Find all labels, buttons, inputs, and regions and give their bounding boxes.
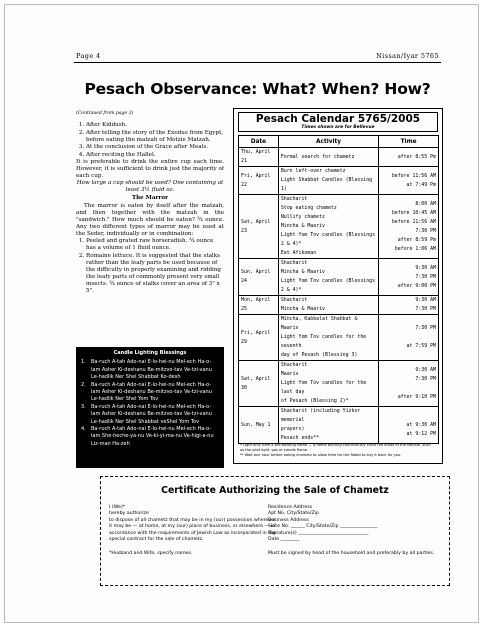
activity-cell <box>278 259 378 296</box>
time-cell <box>379 407 439 444</box>
time-line: before 11:56 AM <box>391 218 436 225</box>
paragraph: The marror is eaten by itself after the matzah, and then together with the matzah in the "sandwich." How much should be eaten? ¾ ounce. Any two different types of marror may be used at the Seder, individually or in combination: <box>76 203 224 237</box>
blessing: 2. Ba-ruch A-tah Ado-nai E-lo-hei-nu Mel-ech Ha-o-lam Asher Ki-deshanu Be-mitzvo-tav Ve-tzi-vanu Le-hadlik Ner Shel Yom Tov <box>81 382 219 404</box>
time-line <box>381 412 436 421</box>
certificate-title: Certificate Authorizing the Sale of Chametz <box>161 485 389 496</box>
activity-line: Eat Afikoman <box>280 250 317 256</box>
page-number: Page 4 <box>76 52 101 60</box>
activity-line: Light Yom Tov candles (Blessings 2 & 4)* <box>280 232 376 247</box>
pesach-calendar <box>233 108 443 464</box>
calendar-notes <box>240 443 436 458</box>
cert-footnote: *Husband and Wife, specify names. <box>109 551 193 557</box>
time-cell <box>379 259 439 296</box>
paragraph: It is preferable to drink the entire cup each time. However, it is sufficient to drink just the majority of each cup. <box>76 159 224 179</box>
calendar-title-box <box>238 112 438 132</box>
table-row <box>239 296 439 315</box>
activity-line: Light Yom Tov candles for the seventh <box>280 334 367 349</box>
cert-line: Date ________ <box>268 537 300 543</box>
list-item: 2. Romaine lettuce. It is suggested that the stalks rather than the leafy parts be used because of the difficulty in properly examining and ridding the leafy parts of commonly present very small insects. ¾ ounce of stalks cover an area of 3" x 5". <box>86 253 224 295</box>
time-line: at 7:49 Pm <box>406 181 436 188</box>
activity-line: Shacharit <box>280 362 308 368</box>
cert-line: Apt No. City/State/Zip <box>268 511 320 517</box>
table-row <box>239 167 439 195</box>
time-line: before 10:45 AM <box>391 209 436 216</box>
activity-line: Mincha & Maariv <box>280 223 325 229</box>
table-row <box>239 315 439 361</box>
question-text: How large a cup should be used? <box>76 180 171 186</box>
list-item: 1. After Kiddush. <box>86 122 224 129</box>
issue-date: Nissan/Iyar 5765 <box>376 52 439 60</box>
activity-line: Maariv <box>280 371 299 377</box>
cups-list <box>86 122 224 159</box>
time-line: 7:30 PM <box>415 375 436 382</box>
page-title: Pesach Observance: What? When? How? <box>84 80 431 98</box>
activity-line: Shacharit <box>280 297 308 303</box>
time-cell <box>379 195 439 259</box>
date-cell: Sun, April 24 <box>239 259 279 296</box>
time-line: before 11:56 AM <box>391 172 436 179</box>
activity-line: Light Yom Tov candles for the last day <box>280 380 367 395</box>
activity-line: Mincha & Maariv <box>280 269 325 275</box>
header-rule <box>74 62 441 63</box>
date-cell: Fri, April 29 <box>239 315 279 361</box>
date-cell: Sun, May 1 <box>239 407 279 444</box>
activity-line: Formal search for chametz <box>280 153 355 160</box>
time-cell <box>379 296 439 315</box>
column-header: Time <box>379 136 439 148</box>
cert-line: Business Address <box>268 517 309 523</box>
date-cell: Fri, April 22 <box>239 167 279 195</box>
footnote: * Light only from a pre-existing flame — a flame burning continuously since the onset of the festival, such as the pilot light, gas or candle flame. <box>240 443 431 452</box>
section-heading: The Marror <box>131 195 169 201</box>
time-line: before 1:06 AM <box>394 245 436 252</box>
activity-line: Stop eating chametz <box>280 205 337 211</box>
blessing: 1. Ba-ruch A-tah Ado-nai E-lo-hei-nu Mel-ech Ha-o-lam Asher Ki-deshanu Be-mitzvo-tav Ve-tzi-vanu Le-hadlik Ner Shel Shabbat Ko-desh <box>81 359 219 381</box>
activity-cell <box>278 195 378 259</box>
calendar-title: Pesach Calendar 5765/2005 <box>255 113 421 125</box>
activity-line: Shacharit <box>280 260 308 266</box>
time-line: after 8:59 Pm <box>397 236 436 243</box>
activity-cell <box>278 148 378 167</box>
time-line: 7:30 PM <box>415 325 436 331</box>
column-header: Activity <box>278 136 378 148</box>
activity-line: of Pesach (Blessing 2)* <box>280 398 349 404</box>
time-line: after 8:55 Pm <box>397 153 436 160</box>
date-cell: Mon, April 25 <box>239 296 279 315</box>
list-item: 3. At the conclusion of the Grace after Meals. <box>86 144 224 151</box>
cert-line: Suite No. ______ City/State/Zip ________________ <box>268 524 378 530</box>
continued-note: (Continued from page 3) <box>76 111 134 116</box>
candle-title: Candle Lighting Blessings <box>113 350 187 356</box>
certificate-left <box>109 505 279 558</box>
activity-line: Light Shabbat Candles (Blessing 1) <box>280 177 373 192</box>
time-line <box>381 384 436 393</box>
cert-line: hereby authorize <box>109 511 149 517</box>
question <box>76 180 224 194</box>
activity-line: Burn left-over chametz <box>280 168 346 174</box>
table-row <box>239 148 439 167</box>
date-cell: Sat, April 30 <box>239 361 279 407</box>
blessing-text: Ba-ruch A-tah Ado-nai E-lo-hei-nu Mel-ech Ha-o-lam Asher Ki-deshanu Be-mitzvo-tav Ve-tzi-vanu Le-hadlik Ner Shel Shabbat veShel Yom Tov <box>91 403 212 425</box>
marror-list <box>86 238 224 295</box>
blessing-text: Ba-ruch A-tah Ado-nai E-lo-hei-nu Mel-ech Ha-o-lam Asher Ki-deshanu Be-mitzvo-tav Ve-tzi-vanu Le-hadlik Ner Shel Shabbat Ko-desh <box>91 359 212 381</box>
candle-blessings-box <box>76 347 224 468</box>
date-cell: Thu, April 21 <box>239 148 279 167</box>
date-cell: Sat, April 23 <box>239 195 279 259</box>
sale-certificate <box>100 476 450 586</box>
time-cell <box>379 167 439 195</box>
activity-cell <box>278 361 378 407</box>
list-item: 1. Peeled and grated raw horseradish. ¾ ounce has a volume of 1 fluid ounce. <box>86 238 224 252</box>
blessing-text: Ba-ruch A-tah Ado-nai E-lo-hei-nu Mel-ech Ha-o-lam She-heche-ya-nu Ve-ki-yi-ma-nu Ve-higi-a-nu Liz-man Ha-zeh <box>91 426 214 447</box>
time-line: at 7:59 PM <box>406 343 436 349</box>
activity-line: Light Yom Tov candles (Blessings 2 & 4)* <box>280 278 376 293</box>
activity-line: Mincha, Kabbalat Shabbat & Maariv <box>280 316 358 331</box>
activity-line: Shacharit (including Yizkor memorial <box>280 408 361 423</box>
cert-line: I (We)* <box>109 505 126 510</box>
blessing-text: Ba-ruch A-tah Ado-nai E-lo-hei-nu Mel-ech Ha-o-lam Asher Ki-deshanu Be-mitzvo-tav Ve-tzi-vanu Le-hadlik Ner Shel Yom Tov <box>91 381 212 403</box>
time-line: after 9:00 PM <box>397 282 436 289</box>
time-line: at 9:30 AM <box>406 421 436 428</box>
time-cell <box>379 148 439 167</box>
time-line: 9:30 AM <box>415 264 436 271</box>
activity-line: prayers) <box>280 426 305 432</box>
time-line: 7:30 PM <box>415 227 436 234</box>
activity-line: Mincha & Maariv <box>280 306 325 312</box>
activity-cell <box>278 296 378 315</box>
activity-cell <box>278 167 378 195</box>
activity-cell <box>278 315 378 361</box>
activity-line: Shacharit <box>280 196 308 202</box>
footnote: ** Wait one hour before eating chametz to allow time for the Rabbi to buy it back for you. <box>240 453 402 457</box>
cert-footnote: Must be signed by head of the household and preferably by all parties. <box>268 551 435 557</box>
certificate-right <box>268 505 444 558</box>
time-cell <box>379 361 439 407</box>
activity-line: Nullify chametz <box>280 214 325 220</box>
activity-line: day of Pesach (Blessing 3) <box>280 352 358 358</box>
cert-line: Residence Address <box>268 505 313 510</box>
column-header: Date <box>239 136 279 148</box>
time-line: at 9:12 PM <box>406 430 436 437</box>
list-item: 4. After reciting the Hallel. <box>86 152 224 159</box>
time-line: 7:30 PM <box>415 306 436 312</box>
activity-line: Pesach ends** <box>280 435 320 441</box>
time-line: 9:30 AM <box>415 297 436 303</box>
activity-cell <box>278 407 378 444</box>
cert-line: Signature(s) ______________________________ <box>268 530 369 536</box>
blessing: 4. Ba-ruch A-tah Ado-nai E-lo-hei-nu Mel-ech Ha-o-lam She-heche-ya-nu Ve-ki-yi-ma-nu Ve-higi-a-nu Liz-man Ha-zeh <box>81 426 219 448</box>
time-line: 7:30 PM <box>415 273 436 280</box>
time-line <box>381 333 436 342</box>
table-row <box>239 259 439 296</box>
cert-line: to dispose of all chametz that may be in my (our) possession wherever it may be — at home, at my (our) place of business, or elsewhere — in accordance with the requirements of Jewish Law as incorporated in the special contract for the sale of chametz. <box>109 517 276 543</box>
table-row <box>239 407 439 444</box>
question-answer: One containing at least 3½ fluid oz. <box>125 180 224 193</box>
blessing: 3. Ba-ruch A-tah Ado-nai E-lo-hei-nu Mel-ech Ha-o-lam Asher Ki-deshanu Be-mitzvo-tav Ve-tzi-vanu Le-hadlik Ner Shel Shabbat veShel Yom Tov <box>81 404 219 426</box>
table-row <box>239 195 439 259</box>
calendar-subtitle: Times shown are for Bellevue <box>301 125 375 130</box>
table-header-row <box>239 136 439 148</box>
time-line: 8:00 AM <box>415 200 436 207</box>
table-row <box>239 361 439 407</box>
time-line: 9:30 AM <box>415 366 436 373</box>
time-line: after 9:10 PM <box>397 393 436 400</box>
list-item: 2. After telling the story of the Exodus from Egypt, before eating the matzah of Motzie Matzah. <box>86 130 224 144</box>
time-cell <box>379 315 439 361</box>
article-body <box>76 110 224 295</box>
calendar-table <box>238 135 439 444</box>
